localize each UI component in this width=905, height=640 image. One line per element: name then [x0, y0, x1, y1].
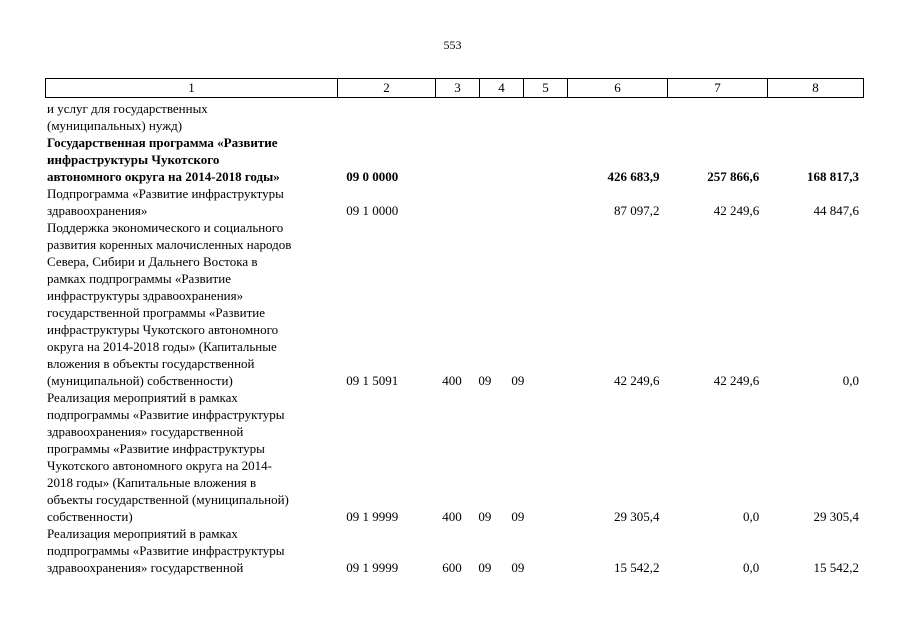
- target-code: 09 1 5091: [346, 373, 399, 388]
- target-code: 09 1 9999: [346, 560, 399, 575]
- row-name: и услуг для государственных (муниципальных) нужд): [47, 101, 208, 133]
- amount-col8: 44 847,6: [813, 203, 859, 218]
- table-row: [45, 185, 863, 219]
- column-header-row: [46, 79, 864, 98]
- row-name: Поддержка экономического и социального развития коренных малочисленных народов Севера, Сибири и Дальнего Востока в рамках подпрограммы «Развитие инфраструктуры здравоохранения» государственной программы «Развитие инфраструктуры Чукотского автономного округа на 2014-2018 годы» (Капитальные вложения в объекты государственной (муниципальной) собственности): [47, 220, 292, 388]
- row-name: Подпрограмма «Развитие инфраструктуры здравоохранения»: [47, 186, 284, 218]
- budget-table-body: [45, 100, 863, 576]
- table-row: [45, 219, 863, 389]
- row-name: Реализация мероприятий в рамках подпрограммы «Развитие инфраструктуры здравоохранения» государственной программы «Развитие инфраструктуры Чукотского автономного округа на 2014- 2018 годы» (Капитальные вложения в объекты государственной (муниципальной) собственности): [47, 390, 289, 524]
- subsection: 09: [511, 560, 525, 575]
- section: 09: [478, 560, 492, 575]
- subsection: 09: [511, 509, 525, 524]
- amount-col7: 0,0: [742, 509, 760, 524]
- section: 09: [478, 373, 492, 388]
- amount-col8: 29 305,4: [813, 509, 859, 524]
- column-header-4: 4: [480, 79, 524, 98]
- amount-col8: 168 817,3: [807, 169, 859, 184]
- target-code: 09 0 0000: [346, 169, 399, 184]
- amount-col8: 0,0: [842, 373, 859, 388]
- table-row: [45, 134, 863, 185]
- table-row: [45, 525, 863, 576]
- amount-col8: 15 542,2: [813, 560, 859, 575]
- amount-col7: 42 249,6: [713, 373, 760, 388]
- amount-col7: 0,0: [742, 560, 760, 575]
- amount-total: 15 542,2: [613, 560, 660, 575]
- column-header-5: 5: [524, 79, 568, 98]
- amount-total: 87 097,2: [613, 203, 660, 218]
- amount-col7: 42 249,6: [713, 203, 760, 218]
- row-name: Государственная программа «Развитие инфраструктуры Чукотского автономного округа на 2014-2018 годы»: [47, 135, 280, 184]
- column-header-2: 2: [338, 79, 436, 98]
- section: 09: [478, 509, 492, 524]
- amount-total: 426 683,9: [607, 169, 660, 184]
- column-header-8: 8: [768, 79, 864, 98]
- target-code: 09 1 0000: [346, 203, 399, 218]
- row-name: Реализация мероприятий в рамках подпрограммы «Развитие инфраструктуры здравоохранения» государственной: [47, 526, 285, 575]
- expense-type: 400: [442, 373, 462, 388]
- page-number: 553: [443, 38, 462, 52]
- table-row: [45, 100, 863, 134]
- column-header-6: 6: [568, 79, 668, 98]
- table-row: [45, 389, 863, 525]
- target-code: 09 1 9999: [346, 509, 399, 524]
- expense-type: 600: [442, 560, 462, 575]
- amount-total: 29 305,4: [613, 509, 660, 524]
- expense-type: 400: [442, 509, 462, 524]
- column-header-table: [45, 78, 864, 98]
- subsection: 09: [511, 373, 525, 388]
- amount-col7: 257 866,6: [707, 169, 760, 184]
- amount-total: 42 249,6: [613, 373, 660, 388]
- column-header-3: 3: [436, 79, 480, 98]
- column-header-1: 1: [46, 79, 338, 98]
- column-header-7: 7: [668, 79, 768, 98]
